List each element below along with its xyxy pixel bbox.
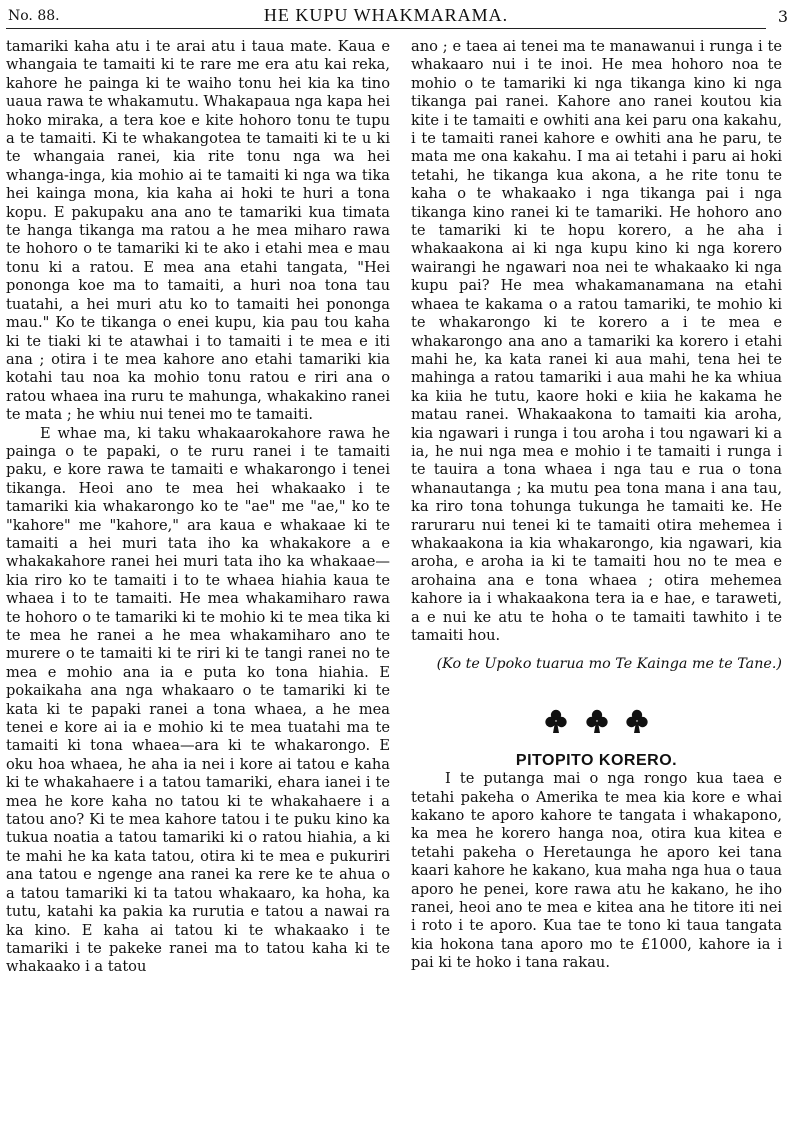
article-paragraph: tamariki kaha atu i te arai atu i taua mate. Kaua e whangaia te tamaiti ki te rare me era atu kai reka, kahore he painga ki te waiho tonu hei kia ka tino uaua rawa te whakamutu. Whakapaua nga kapa hei hoko miraka, a tera koe e kite hohoro tonu te tupu a te tamaiti. Ki te whakangotea te tamaiti ki te u ki te whangaia ranei, kia rite tonu nga wa hei whanga-inga, kia mohio ai te tamaiti ki nga wa tika hei kainga mona, kia kaha ai hoki te huri a tona kopu. E pakupaku ana ano te tamariki kua timata te hanga tikanga ma ratou a he mea miharo rawa te hohoro o te tamariki ki te ako i etahi mea e mau tonu ki a ratou. E mea ana etahi tangata, "Hei ponongа koe ma to tamaiti, a huri noa tona tau tuatahi, a hei muri atu ko to tamaiti hei pononga mau." Ko te tikanga o enei kupu, kia pau tou kaha ki te tiaki ki te atawhai i to tamaiti i te mea e iti ana ; otira i te mea kahore ano etahi tamariki kia kotahi tau noa ka mohio tonu ratou e riri ana o ratou whaea ina ruru te mahunga, whakakino ranei te mata ; he whiu nui tenei mo te tamaiti.: [6, 38, 390, 424]
article-paragraph: ano ; e taea ai tenei ma te manawanui i runga i te whakaaro nui i te inoi. He mea hohoro noa te mohio o te tamariki ki nga tikanga kino ki nga tikanga pai ranei. Kahore ano ranei koutou kia kite i te tamaiti e owhiti ana kei paru ona kakahu, i te tamaiti ranei kahore e owhiti ana he paru, te mata me ona kakahu. I ma ai tetahi i paru ai hoki tetahi, he tikanga kua akona, a he rite tonu te kaha o te whakaako i nga tikanga pai i nga tikanga kino ranei ki te tamariki. He hohoro ano te tamariki ki te hopu korero, a he aha i whakaakona ai ki nga kupu kino ki nga korero wairangi he ngawari noa nei te whakaako ki nga kupu pai? He mea whakamanamana na etahi whaea te kakama o a ratou tamariki, te mohio ki te whakarongo ki te korero a i te mea e whakarongo ana ano a tamariki ka korero i etahi mahi he, ka kata ranei ki aua mahi, tena hei te mahinga a ratou tamariki i aua mahi he ka whiua ka kiia he tutu, kaore hoki e kiia he kakama he matau ranei. Whakaakona to tamaiti kia aroha, kia ngawari i runga i tou aroha i tou ngawari ki a ia, he nui nga mea e mohio i te tamaiti i runga i te tauira a tona whaea i nga tau e rua o tona whanautanga ; ka mutu pea tona mana i ana tau, ka riro tona tohunga tukunga he tamaiti ke. He raruraru nui tenei ki te tamaiti otira mehemea i whakaakona ia kia whakarongo, kia ngawari, kia aroha, e aroha ia ki te tamaiti hou no te mea e arohaina ana e tona whaea ; otira mehemea kahore ia i whakaakona tera ia e hae, e taraweti, a e nui ke atu te hoha o te tamaiti tawhito i te tamaiti hou.: [411, 38, 782, 644]
club-ornament-icon: [585, 708, 609, 734]
club-ornament-icon: [625, 708, 649, 734]
page-number: 3: [777, 7, 788, 26]
section-heading: PITOPITO KORERO.: [515, 751, 678, 769]
page-header: [6, 2, 788, 29]
article-paragraph: E whae ma, ki taku whakaarokahore rawa he painga o te papaki, o te ruru ranei i te tamaiti paku, e kore rawa te tamaiti e whakarongo i tenei tikanga. Heoi ano te mea hei whakaako i te tamariki kia whakarongo ko te "ae" me "ae," ko te "kahore" me "kahore," ara kaua e whakaae ki te tamaiti a hei muri tata iho ka whakakore a e whakakahore ranei hei muri tata iho ka whakaae—kia riro ko te tamaiti i to te whaea hiahia kaua te whaea i to te tamaiti. He mea whakamiharo rawa te hohoro o te tamariki ki te mohio ki te mea tika ki te mea he ranei a he mea whakamiharo ano te murere o te tamaiti ki te riri ki te tangi ranei no te mea e mohio ana ia e puta ko tona hiahia. E pokaikaha ana nga whakaaro o te tamariki ki te kata ki te papaki ranei a tona whaea, a he mea tenei e kore ai ia e mohio ki te mea tuatahi ma te tamaiti ki tona whaea—ara ki te whakarongo. E oku hoa whaea, he aha ia nei i kore ai tatou e kaha ki te whakahaere i a tatou tamariki, ehara ianei i te mea he kore kaha no tatou ki te whakahaere i a tatou ano? Ki te mea kahore tatou i te puku kino ka tukua noatia a tatou tamariki ki o ratou hiahia, a ki te mahi he ka kata tatou, otira ki te mea e pukuriri ana tatou e ngenge ana ranei ka rere ke te ahua o a tatou tamariki ki ta tatou whakaaro, ka hoha, ka tutu, katahi ka pakia ka rurutia e tatou a nawai ra ka kino. E kaha ai tatou ki te whakaako i te tamariki i te pakeke ranei ma to tatou kaha ki te whakaako i a tatou: [6, 424, 390, 976]
section-ornament: [411, 708, 782, 738]
club-ornament-icon: [544, 708, 568, 734]
issue-number: No. 88.: [8, 8, 60, 24]
left-column: [6, 38, 390, 977]
publication-title: HE KUPU WHAKMARAMA.: [263, 5, 509, 25]
article-attribution: (Ko te Upoko tuarua mo Te Kainga me te Tane.): [436, 656, 782, 673]
right-column: [411, 38, 782, 973]
news-paragraph: I te putanga mai o nga rongo kua taea e tetahi pakeha o Amerika te mea kia kore e whai kakano te aporo kahore te tangata i whakapono, ka mea he korero hanga noa, otira kua kitea e tetahi pakeha o Heretaunga he aporo kei tana kaari kahore he kakano, kua maha nga hua o taua aporo he penei, kore rawa atu he kakano, he iho ranei, heoi ano te mea e kitea ana he titore iti nei i roto i te aporo. Kua tae te tono ki taua tangata kia hokona tana aporo mo te £1000, kahore ia i pai ki te hoko i tana rakau.: [411, 770, 782, 972]
